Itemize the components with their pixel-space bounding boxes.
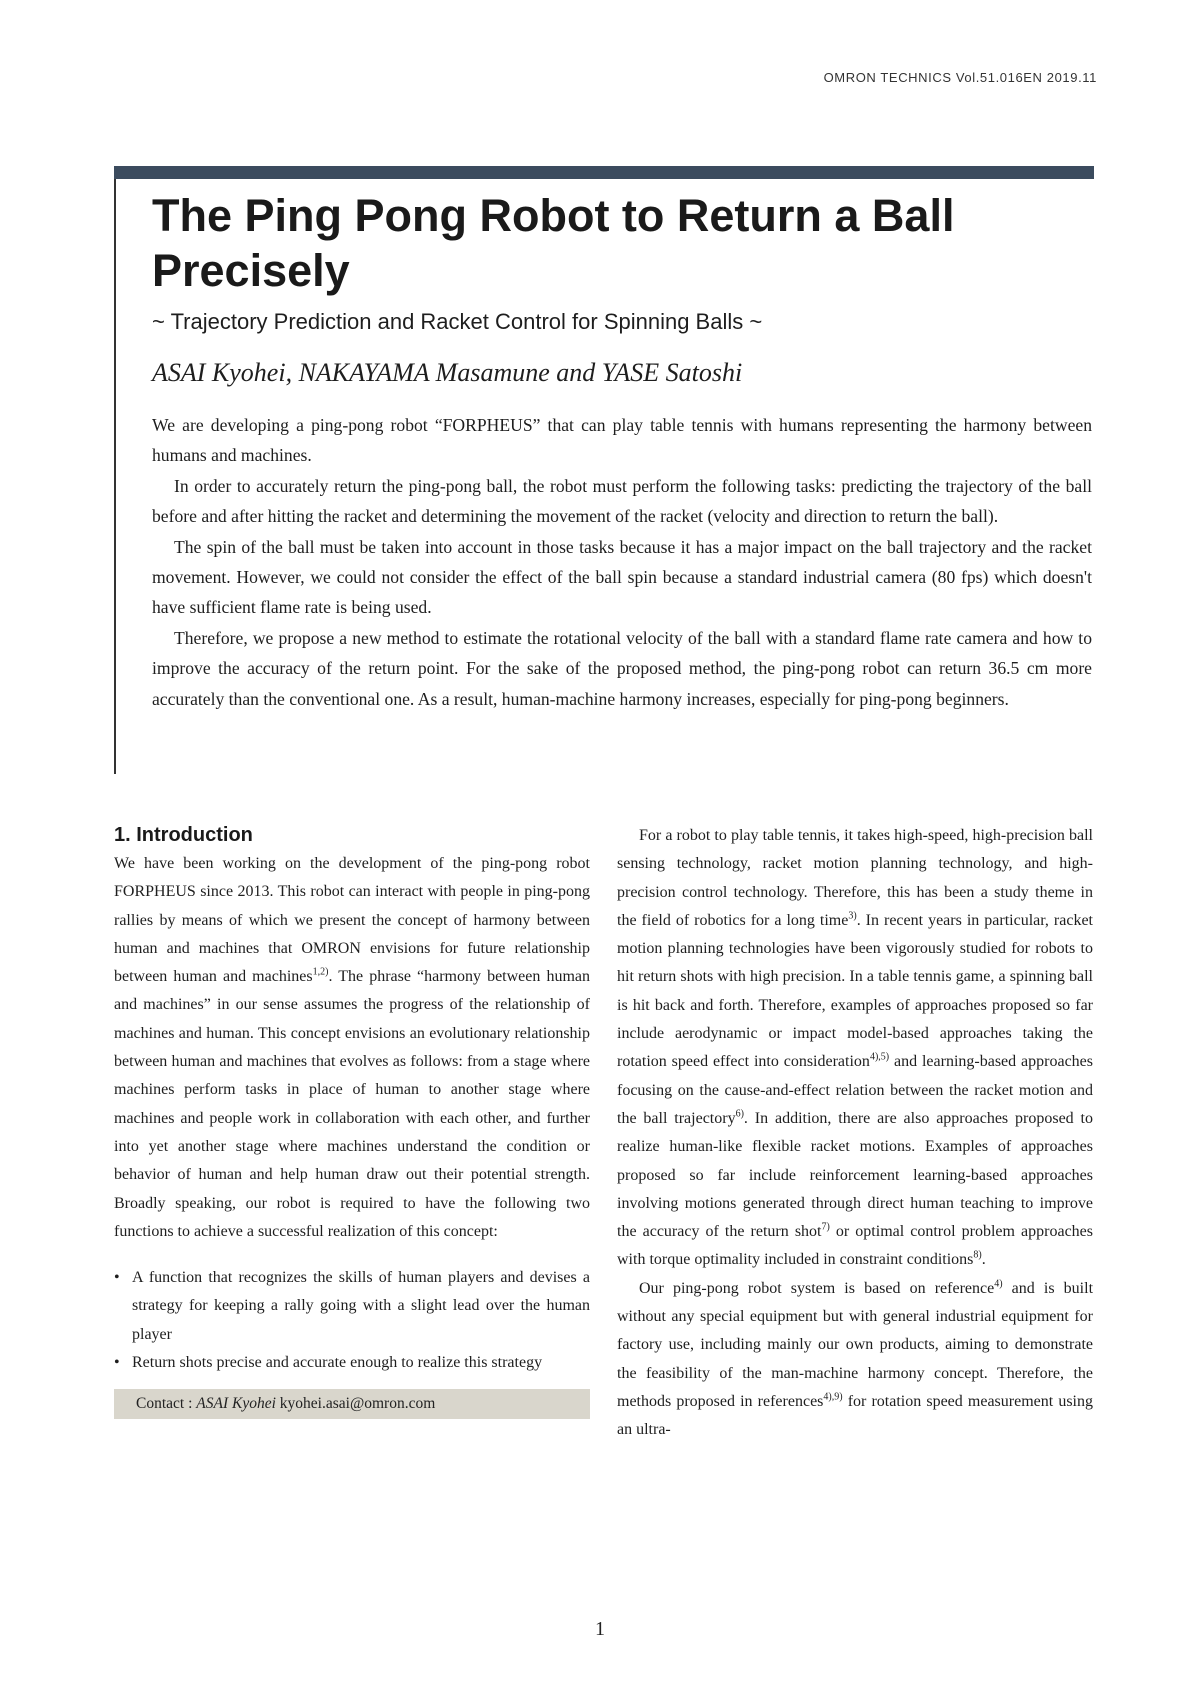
- function-list: [114, 1264, 590, 1377]
- list-item-text: Return shots precise and accurate enough to realize this strategy: [132, 1354, 543, 1372]
- bullet-marker: •: [114, 1269, 120, 1287]
- citation-ref: 4),5): [869, 1052, 890, 1064]
- author-list: ASAI Kyohei, NAKAYAMA Masamune and YASE Satoshi: [152, 358, 743, 387]
- text-run: Our ping-pong robot system is based on reference: [639, 1279, 995, 1297]
- citation-ref: 8): [973, 1250, 982, 1262]
- section-heading: 1. Introduction: [114, 824, 253, 846]
- list-item: [114, 1349, 590, 1377]
- text-run: .: [981, 1251, 986, 1269]
- title-bar: [114, 166, 1094, 179]
- abstract: [152, 410, 1092, 714]
- text-run: . The phrase “harmony between human and machines” in our sense assumes the progress of the relationship of machines and human. This concept envisions an evolutionary relationship between human and machines that evolves as follows: from a stage where machines perform tasks in place of human to another stage where machines and people work in collaboration with each other, and further into yet another stage where machines understand the condition or behavior of human and help human draw out their potential strength. Broadly speaking, our robot is required to have the following two functions to achieve a successful realization of this concept:: [114, 968, 591, 1240]
- abstract-left-rule: [114, 179, 116, 774]
- abstract-paragraph: Therefore, we propose a new method to estimate the rotational velocity of the ball with a standard flame rate camera and how to improve the accuracy of the return point. For the sake of the proposed method, the ping-pong robot can return 36.5 cm more accurately than the conventional one. As a result, human-machine harmony increases, especially for ping-pong beginners.: [152, 627, 1092, 709]
- abstract-paragraph: We are developing a ping-pong robot “FORPHEUS” that can play table tennis with humans representing the harmony between humans and machines.: [152, 415, 1092, 466]
- text-run: . In recent years in particular, racket motion planning technologies have been vigorously studied for robots to hit return shots with high precision. In a table tennis game, a spinning ball is hit back and forth. Therefore, examples of approaches proposed so far include aerodynamic or impact model-based approaches taking the rotation speed effect into consideration: [617, 911, 1093, 1071]
- list-item: [114, 1264, 590, 1349]
- paper-title: The Ping Pong Robot to Return a Ball Precisely: [152, 190, 955, 296]
- text-run: and is built without any special equipment but with general industrial equipment for factory use, including mainly our own products, aiming to demonstrate the feasibility of the man-machine harmony concept. Therefore, the methods proposed in references: [617, 1279, 1094, 1410]
- text-run: . In addition, there are also approaches proposed to realize human-like flexible racket motions. Examples of approaches proposed so far include reinforcement learning-based approaches involving motions generated through direct human teaching to improve the accuracy of the return shot: [617, 1109, 1093, 1241]
- abstract-paragraph: The spin of the ball must be taken into account in those tasks because it has a major impact on the ball trajectory and the racket movement. However, we could not consider the effect of the ball spin because a standard industrial camera (80 fps) which doesn't have sufficient flame rate is being used.: [152, 536, 1092, 618]
- citation-ref: 1,2): [312, 966, 329, 978]
- citation-ref: 6): [735, 1108, 744, 1120]
- citation-ref: 7): [821, 1221, 830, 1233]
- citation-ref: 3): [848, 910, 857, 922]
- contact-box: [114, 1389, 590, 1419]
- text-run: For a robot to play table tennis, it takes high-speed, high-precision ball sensing technology, racket motion planning technology, and high-precision control technology. Therefore, this has been a study theme in the field of robotics for a long time: [617, 827, 1093, 929]
- abstract-paragraph: In order to accurately return the ping-pong ball, the robot must perform the following tasks: predicting the trajectory of the ball before and after hitting the racket and determining the movement of the racket (velocity and direction to return the ball).: [152, 475, 1092, 527]
- paper-subtitle: ~ Trajectory Prediction and Racket Control for Spinning Balls ~: [152, 309, 763, 334]
- body-paragraph: [617, 1275, 1093, 1445]
- body-paragraph: [617, 822, 1093, 1275]
- contact-label: Contact :: [136, 1395, 197, 1413]
- citation-ref: 4),9): [823, 1391, 843, 1403]
- intro-paragraph: [114, 850, 590, 1246]
- right-column: [617, 822, 1093, 1445]
- text-run: or optimal control problem approaches with torque optimality included in constraint conditions: [617, 1223, 1093, 1269]
- text-run: and learning-based approaches focusing on the cause-and-effect relation between the racket motion and the ball trajectory: [617, 1053, 1093, 1127]
- page-number: 1: [595, 1618, 605, 1640]
- bullet-marker: •: [114, 1354, 120, 1372]
- journal-header: OMRON TECHNICS Vol.51.016EN 2019.11: [823, 70, 1097, 85]
- text-run: We have been working on the development of the ping-pong robot FORPHEUS since 2013. This robot can interact with people in ping-pong rallies by means of which we present the concept of harmony between human and machines that OMRON envisions for future relationship between human and machines: [114, 855, 590, 986]
- text-run: for rotation speed measurement using an ultra-: [617, 1392, 1093, 1439]
- citation-ref: 4): [994, 1278, 1003, 1290]
- contact-name: ASAI Kyohei: [196, 1395, 276, 1413]
- left-column: [114, 822, 590, 1419]
- contact-email[interactable]: kyohei.asai@omron.com: [279, 1395, 436, 1413]
- list-item-text: A function that recognizes the skills of human players and devises a strategy for keeping a rally going with a slight lead over the human player: [132, 1269, 590, 1343]
